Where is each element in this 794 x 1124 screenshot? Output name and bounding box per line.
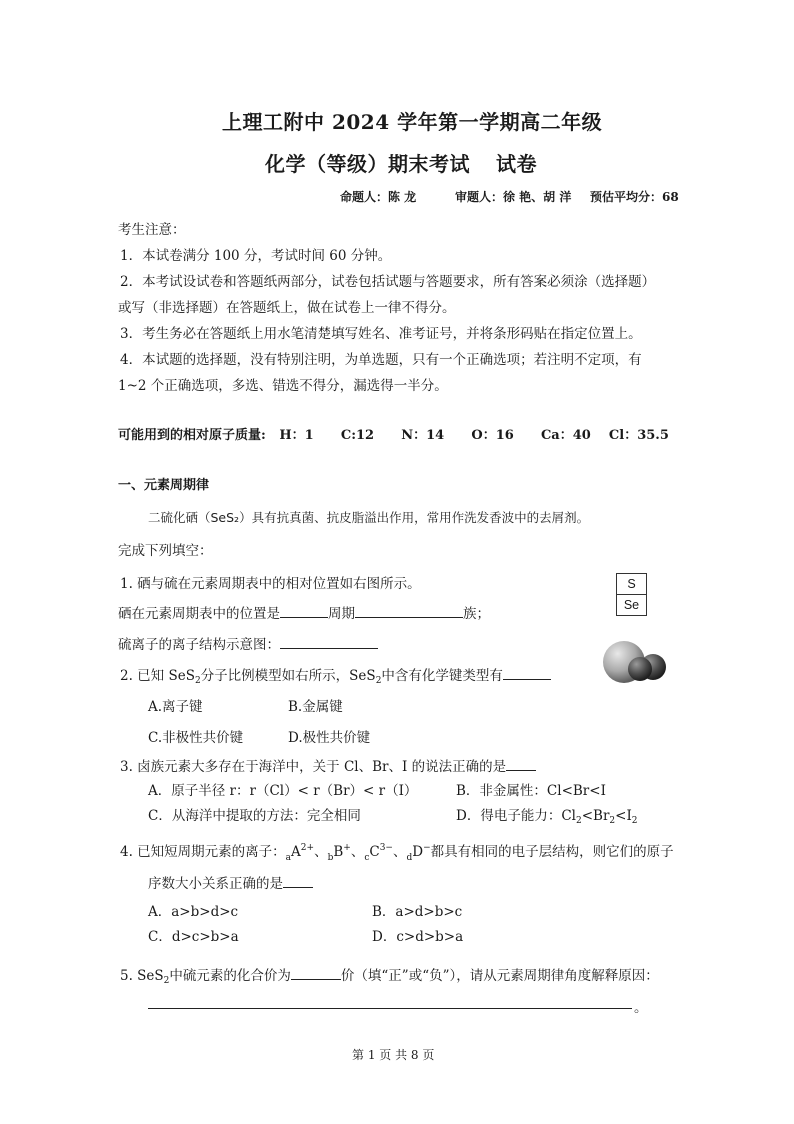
- q4-line2-text: 序数大小关系正确的是: [148, 876, 283, 892]
- q5-end-mark: 。: [634, 1000, 648, 1016]
- notice-item-3: 3．考生务必在答题纸上用水笔清楚填写姓名、准考证号，并将条形码贴在指定位置上。: [120, 326, 642, 342]
- section-heading: 一、元素周期律: [118, 478, 210, 493]
- q4-ion-a-number: a: [285, 853, 292, 863]
- q4-ion-d-charge: −: [423, 843, 431, 853]
- q3-option-d-c: <I: [615, 808, 632, 824]
- q2-answer-blank[interactable]: [503, 668, 551, 680]
- q5-explanation-line[interactable]: [148, 1008, 632, 1009]
- q2-stem-c: 中含有化学键类型有: [381, 668, 503, 684]
- section-instruction: 完成下列填空：: [118, 543, 213, 559]
- q2-sub-2: 2: [375, 676, 382, 686]
- q1-line2-a: 硒在元素周期表中的位置是: [118, 606, 280, 622]
- q4-ion-c-number: c: [364, 853, 370, 863]
- notice-item-4b: 1~2 个正确选项，多选、错选不得分，漏选得一半分。: [118, 378, 448, 394]
- q1-line2: [118, 602, 490, 622]
- q5-stem-c: 价（填“正”或“负”），请从元素周期律角度解释原因：: [340, 968, 659, 984]
- notice-item-4a: 4．本试题的选择题，没有特别注明，为单选题，只有一个正确选项；若注明不定项，有: [120, 352, 642, 368]
- q2-sub-1: 2: [194, 676, 201, 686]
- q3-option-d-sub1: 2: [575, 816, 582, 826]
- q4-ion-b-charge: +: [343, 843, 351, 853]
- q5-stem-b: 中硫元素的化合价为: [169, 968, 291, 984]
- exam-title-line2a: 化学（等级）期末考试: [265, 152, 470, 176]
- notice-item-1: 1．本试卷满分 100 分，考试时间 60 分钟。: [120, 248, 392, 264]
- q3-option-d-a: D．得电子能力：Cl: [456, 808, 576, 824]
- meta-avg-score: 预估平均分：68: [590, 190, 679, 204]
- q2-option-b[interactable]: B.金属键: [288, 699, 343, 715]
- q4-ion-d-number: d: [406, 853, 413, 863]
- q3-option-d-sub2: 2: [609, 816, 616, 826]
- q4-answer-blank[interactable]: [283, 876, 313, 888]
- q2-stem-b: 分子比例模型如右所示，SeS: [200, 668, 376, 684]
- q4-ion-a-charge: 2+: [300, 843, 315, 853]
- section-intro: 二硫化硒（SeS₂）具有抗真菌、抗皮脂溢出作用，常用作洗发香波中的去屑剂。: [148, 510, 590, 525]
- q1-group-blank[interactable]: [355, 606, 463, 618]
- q4-ion-c-symbol: C: [369, 844, 380, 860]
- page-footer: 第 1 页 共 8 页: [352, 1048, 435, 1062]
- q4-option-b[interactable]: B．a>d>b>c: [372, 904, 463, 920]
- periodic-table-fragment: [616, 573, 647, 616]
- notice-item-2b: 或写（非选择题）在答题纸上，做在试卷上一律不得分。: [118, 300, 456, 316]
- q5-stem: [120, 964, 659, 986]
- q3-option-d-sub3: 2: [631, 816, 638, 826]
- q4-line2: [148, 872, 313, 892]
- q4-ion-c-charge: 3−: [379, 843, 393, 853]
- exam-title-line1: 上理工附中 2024 学年第一学期高二年级: [222, 110, 603, 134]
- q3-option-b[interactable]: B．非金属性：Cl<Br<I: [456, 783, 606, 799]
- atomic-masses: 可能用到的相对原子质量: H：1 C:12 N：14 O：16 Ca：40 Cl：35.5: [118, 428, 669, 443]
- q3-stem-text: 3. 卤族元素大多存在于海洋中，关于 Cl、Br、I 的说法正确的是: [120, 759, 507, 775]
- q4-stem-b: 都具有相同的电子层结构，则它们的原子: [430, 844, 674, 860]
- exam-title-line2b: 试卷: [496, 152, 537, 176]
- q3-option-a[interactable]: A．原子半径 r：r（Cl）< r（Br）< r（I）: [148, 783, 418, 799]
- q2-stem-a: 2. 已知 SeS: [120, 668, 195, 684]
- q5-stem-a: 5. SeS: [120, 968, 164, 984]
- meta-reviewer: 审题人：徐 艳、胡 洋: [455, 190, 572, 204]
- q3-answer-blank[interactable]: [506, 759, 536, 771]
- element-se: Se: [617, 595, 647, 616]
- q4-ion-b-number: b: [327, 853, 334, 863]
- q5-valence-blank[interactable]: [291, 968, 341, 980]
- q1-line3: [118, 633, 378, 653]
- q4-stem-a: 4. 已知短周期元素的离子：: [120, 844, 286, 860]
- q5-sub: 2: [163, 976, 170, 986]
- q2-option-c[interactable]: C.非极性共价键: [148, 730, 244, 746]
- q4-ion-b-symbol: B: [333, 844, 344, 860]
- q4-ion-d-symbol: D: [412, 844, 424, 860]
- sulfur-atom-left: [628, 657, 652, 681]
- q1-line2-c: 族；: [463, 606, 490, 622]
- q4-stem: 4. 已知短周期元素的离子：$_aA^{2+}$、$_b$B+、$_cC^{3-}$、$_d$D−都具有相同的电子层结构，则它们的原子: [120, 843, 674, 863]
- q3-option-c[interactable]: C．从海洋中提取的方法：完全相同: [148, 808, 361, 824]
- q2-stem: [120, 664, 551, 686]
- q4-option-a[interactable]: A．a>b>d>c: [148, 904, 239, 920]
- element-s: S: [617, 574, 647, 595]
- q1-line3-text: 硫离子的离子结构示意图：: [118, 637, 280, 653]
- q1-line1: 1. 硒与硫在元素周期表中的相对位置如右图所示。: [120, 576, 421, 592]
- q4-ion-a-symbol: A: [291, 844, 301, 860]
- q2-option-a[interactable]: A.离子键: [148, 699, 203, 715]
- q3-option-d[interactable]: [456, 804, 638, 826]
- q4-option-d[interactable]: D．c>d>b>a: [372, 929, 464, 945]
- notice-item-2a: 2．本考试设试卷和答题纸两部分，试卷包括试题与答题要求，所有答案必须涂（选择题）: [120, 274, 656, 290]
- q1-ion-diagram-blank[interactable]: [280, 637, 378, 649]
- notice-heading: 考生注意：: [118, 222, 186, 238]
- q4-option-c[interactable]: C．d>c>b>a: [148, 929, 239, 945]
- q2-option-d[interactable]: D.极性共价键: [288, 730, 371, 746]
- ses2-space-filling-model: [600, 638, 670, 690]
- q1-period-blank[interactable]: [280, 606, 328, 618]
- q1-line2-b: 周期: [328, 606, 355, 622]
- q3-option-d-b: <Br: [581, 808, 610, 824]
- meta-author: 命题人：陈 龙: [340, 190, 417, 204]
- q3-stem: [120, 755, 536, 775]
